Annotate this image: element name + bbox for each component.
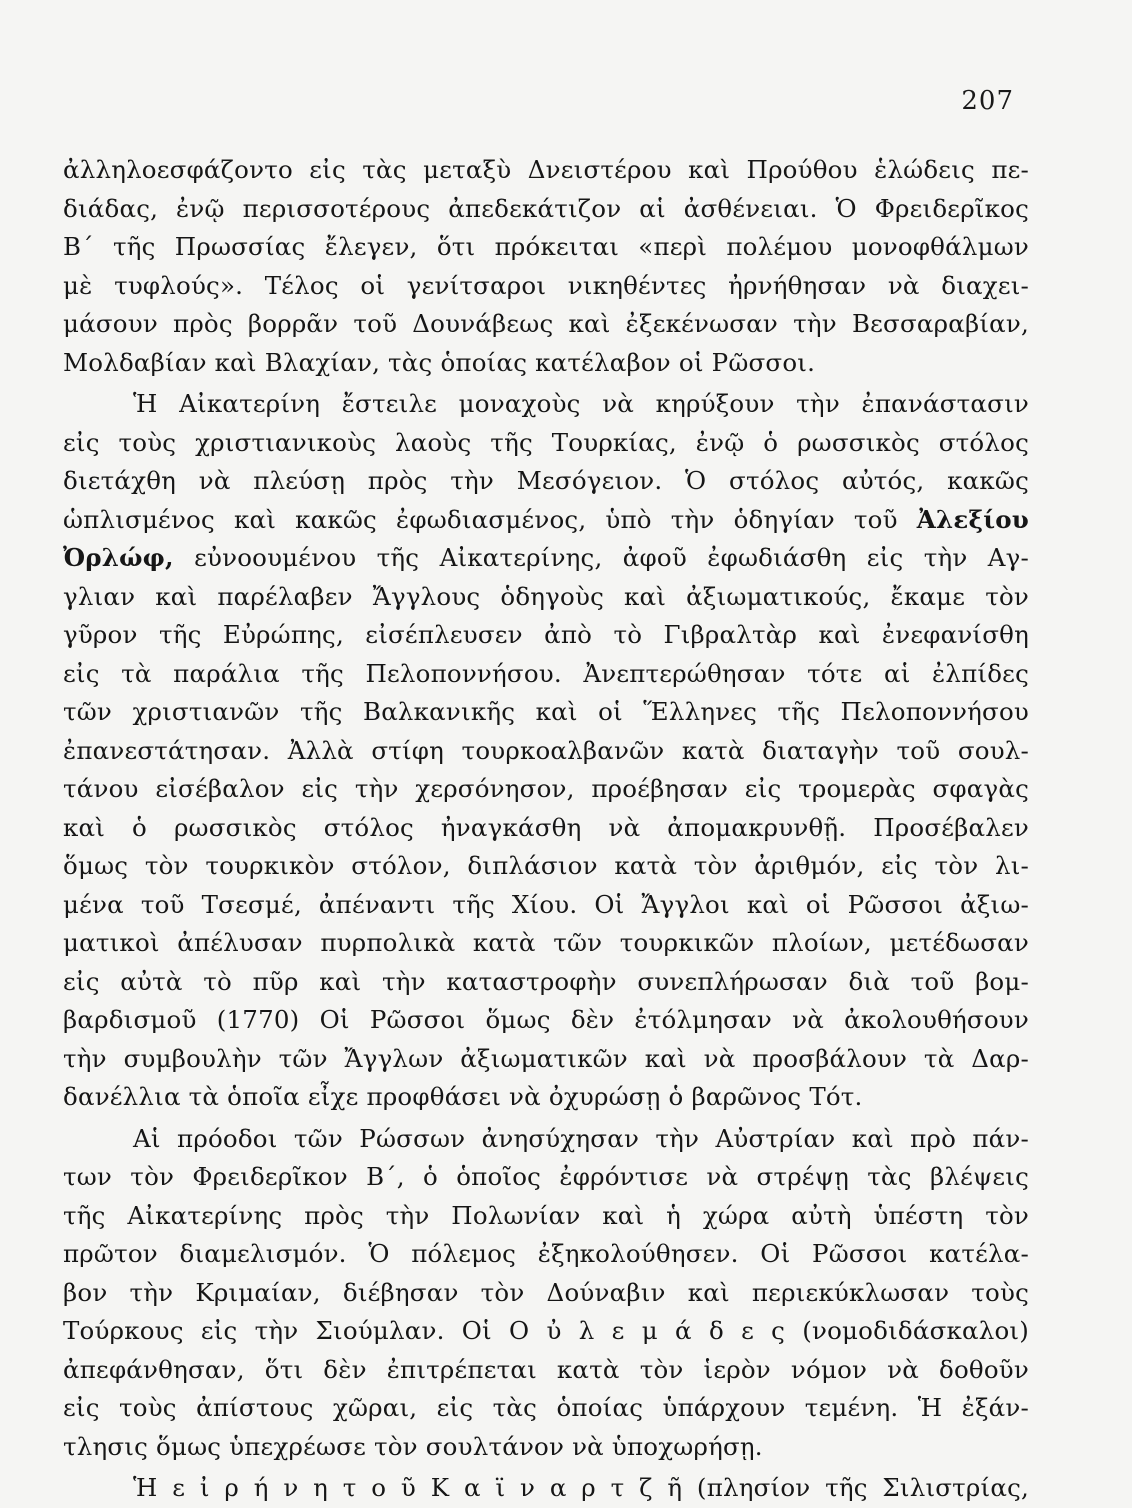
text-line: ἀλληλοεσφάζοντο εἰς τὰς μεταξὺ Δνειστέρου καὶ Προύθου ἑλώδεις πε- [63, 155, 1029, 184]
text-line: γῦρον τῆς Εὐρώπης, εἰσέπλευσεν ἀπὸ τὸ Γιβραλτὰρ καὶ ἐνεφανίσθη [63, 620, 1029, 649]
text-line: ἐπανεστάτησαν. Ἀλλὰ στίφη τουρκοαλβανῶν κατὰ διαταγὴν τοῦ σουλ- [63, 735, 1029, 765]
text-line: βαρδισμοῦ (1770) Οἱ Ρῶσσοι ὅμως δὲν ἐτόλμησαν νὰ ἀκολουθήσουν [63, 1005, 1029, 1034]
text-line: τὴν συμβουλὴν τῶν Ἄγγλων ἀξιωματικῶν καὶ νὰ προσβάλουν τὰ Δαρ- [63, 1043, 1029, 1073]
line-text: ὡπλισμένος καὶ κακῶς ἐφωδιασμένος, ὑπὸ τὴν ὁδηγίαν τοῦ [63, 504, 898, 534]
text-line: Τούρκους εἰς τὴν Σιούμλαν. Οἱ Ο ὐ λ ε μ ά δ ε ς (νομοδιδάσκαλοι) [63, 1316, 1029, 1345]
text-line: Β΄ τῆς Πρωσσίας ἔλεγεν, ὅτι πρόκειται «περὶ πολέμου μονοφθάλμων [63, 232, 1029, 261]
text-line: Ἡ Αἰκατερίνη ἔστειλε μοναχοὺς νὰ κηρύξουν τὴν ἐπανάστασιν [133, 389, 1029, 418]
bold-name: Ἀλεξίου [916, 504, 1029, 534]
text-line: εἰς αὐτὰ τὸ πῦρ καὶ τὴν καταστροφὴν συνεπλήρωσαν διὰ τοῦ βομ- [63, 966, 1029, 996]
text-line: γλιαν καὶ παρέλαβεν Ἄγγλους ὁδηγοὺς καὶ ἀξιωματικούς, ἔκαμε τὸν [63, 581, 1029, 611]
text-line: εἰς τοὺς ἀπίστους χῶραι, εἰς τὰς ὁποίας ὑπάρχουν τεμένη. Ἡ ἐξάν- [63, 1393, 1029, 1422]
body-text [63, 151, 1029, 1508]
text-line: καὶ ὁ ρωσσικὸς στόλος ἠναγκάσθη νὰ ἀπομακρυνθῇ. Προσέβαλεν [63, 812, 1029, 842]
text-line: μάσουν πρὸς βορρᾶν τοῦ Δουνάβεως καὶ ἐξεκένωσαν τὴν Βεσσαραβίαν, [63, 309, 1029, 338]
text-line: εἰς τὰ παράλια τῆς Πελοποννήσου. Ἀνεπτερώθησαν τότε αἱ ἐλπίδες [63, 658, 1029, 688]
text-line: τῆς Αἰκατερίνης πρὸς τὴν Πολωνίαν καὶ ἡ χώρα αὐτὴ ὑπέστη τὸν [63, 1200, 1029, 1230]
text-line [63, 501, 1029, 540]
text-line: τάνου εἰσέβαλον εἰς τὴν χερσόνησον, προέβησαν εἰς τρομερὰς σφαγὰς [63, 774, 1029, 803]
text-line: Ἡ ε ἰ ρ ή ν η τ ο ῦ Κ α ϊ ν α ρ τ ζ ῆ (πλησίον τῆς Σιλιστρίας, [133, 1473, 1029, 1502]
text-line: ματικοὶ ἀπέλυσαν πυρπολικὰ κατὰ τῶν τουρκικῶν πλοίων, μετέδωσαν [63, 928, 1029, 957]
text-line: πρῶτον διαμελισμόν. Ὁ πόλεμος ἐξηκολούθησεν. Οἱ Ρῶσσοι κατέλα- [63, 1239, 1029, 1268]
line-text: εὐνοουμένου τῆς Αἰκατερίνης, ἀφοῦ ἐφωδιάσθη εἰς τὴν Αγ- [194, 543, 1029, 572]
text-line: εἰς τοὺς χριστιανικοὺς λαοὺς τῆς Τουρκίας, ἐνῷ ὁ ρωσσικὸς στόλος [63, 427, 1029, 457]
text-line: Αἱ πρόοδοι τῶν Ρώσσων ἀνησύχησαν τὴν Αὐστρίαν καὶ πρὸ πάν- [133, 1123, 1029, 1153]
bold-name: Ὀρλώφ, [63, 543, 174, 572]
text-line: ὅμως τὸν τουρκικὸν στόλον, διπλάσιον κατὰ τὸν ἀριθμόν, εἰς τὸν λι- [63, 851, 1029, 880]
text-line: ἀπεφάνθησαν, ὅτι δὲν ἐπιτρέπεται κατὰ τὸν ἱερὸν νόμον νὰ δοθοῦν [63, 1354, 1029, 1384]
text-line: των τὸν Φρειδερῖκον Β΄, ὁ ὁποῖος ἐφρόντισε νὰ στρέψῃ τὰς βλέψεις [63, 1162, 1029, 1191]
page-number: 207 [961, 86, 1014, 116]
text-line: διάδας, ἐνῷ περισσοτέρους ἀπεδεκάτιζον αἱ ἀσθένειαι. Ὁ Φρειδερῖκος [63, 193, 1029, 223]
text-line: δανέλλια τὰ ὁποῖα εἶχε προφθάσει νὰ ὀχυρώσῃ ὁ βαρῶνος Τότ. [63, 1082, 863, 1111]
text-line: μένα τοῦ Τσεσμέ, ἀπέναντι τῆς Χίου. Οἱ Ἄγγλοι καὶ οἱ Ρῶσσοι ἀξιω- [63, 889, 1029, 919]
text-line: Μολδαβίαν καὶ Βλαχίαν, τὰς ὁποίας κατέλαβον οἱ Ρῶσσοι. [63, 347, 816, 377]
text-line: τλησις ὅμως ὑπεχρέωσε τὸν σουλτάνον νὰ ὑποχωρήσῃ. [63, 1431, 763, 1461]
text-line: βον τὴν Κριμαίαν, διέβησαν τὸν Δούναβιν καὶ περιεκύκλωσαν τοὺς [63, 1277, 1029, 1307]
text-line [63, 539, 1029, 578]
text-line: τῶν χριστιανῶν τῆς Βαλκανικῆς καὶ οἱ Ἕλληνες τῆς Πελοποννήσου [63, 697, 1029, 726]
text-line: διετάχθη νὰ πλεύσῃ πρὸς τὴν Μεσόγειον. Ὁ στόλος αὐτός, κακῶς [63, 466, 1029, 495]
text-line: μὲ τυφλούς». Τέλος οἱ γενίτσαροι νικηθέντες ἠρνήθησαν νὰ διαχει- [63, 270, 1029, 300]
